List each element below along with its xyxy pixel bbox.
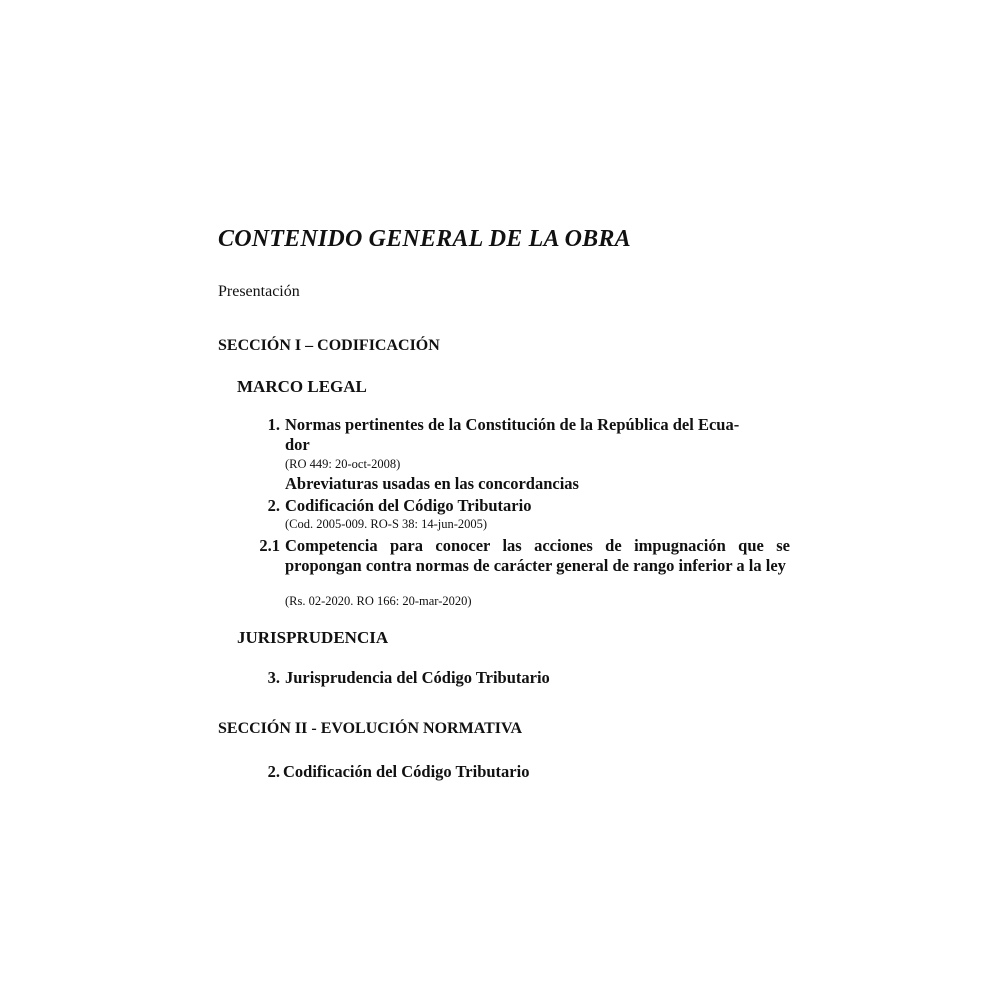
jurisprudencia-heading: JURISPRUDENCIA	[237, 628, 389, 647]
entry-reference: (Cod. 2005-009. RO-S 38: 14-jun-2005)	[285, 517, 488, 531]
document-title: CONTENIDO GENERAL DE LA OBRA	[218, 226, 631, 252]
entry-title-line1[interactable]: Normas pertinentes de la Constitución de la República del Ecua-	[285, 415, 740, 434]
entry-title[interactable]: Jurisprudencia del Código Tributario	[285, 668, 550, 687]
entry-title-line2[interactable]: dor	[285, 435, 310, 454]
entry-number: 2.	[267, 762, 280, 781]
entry-number: 2.1	[259, 536, 280, 555]
entry-number: 3.	[267, 668, 280, 687]
section-2-heading[interactable]: SECCIÓN II - EVOLUCIÓN NORMATIVA	[218, 720, 523, 737]
entry-title[interactable]: Codificación del Código Tributario	[283, 762, 530, 781]
toc-entry-abbreviations[interactable]: Abreviaturas usadas en las concordancias	[285, 474, 579, 493]
marco-legal-heading: MARCO LEGAL	[237, 377, 367, 396]
entry-title[interactable]: Codificación del Código Tributario	[285, 496, 532, 515]
entry-number: 2.	[267, 496, 280, 515]
presentation-entry[interactable]: Presentación	[218, 283, 300, 300]
entry-reference: (RO 449: 20-oct-2008)	[285, 457, 401, 471]
entry-reference: (Rs. 02-2020. RO 166: 20-mar-2020)	[285, 594, 472, 608]
entry-title[interactable]: Competencia para conocer las acciones de impugnación que se propongan contra normas de carácter general de rango inferior a la ley	[285, 536, 790, 575]
section-1-heading[interactable]: SECCIÓN I – CODIFICACIÓN	[218, 337, 440, 354]
entry-number: 1.	[267, 415, 280, 434]
